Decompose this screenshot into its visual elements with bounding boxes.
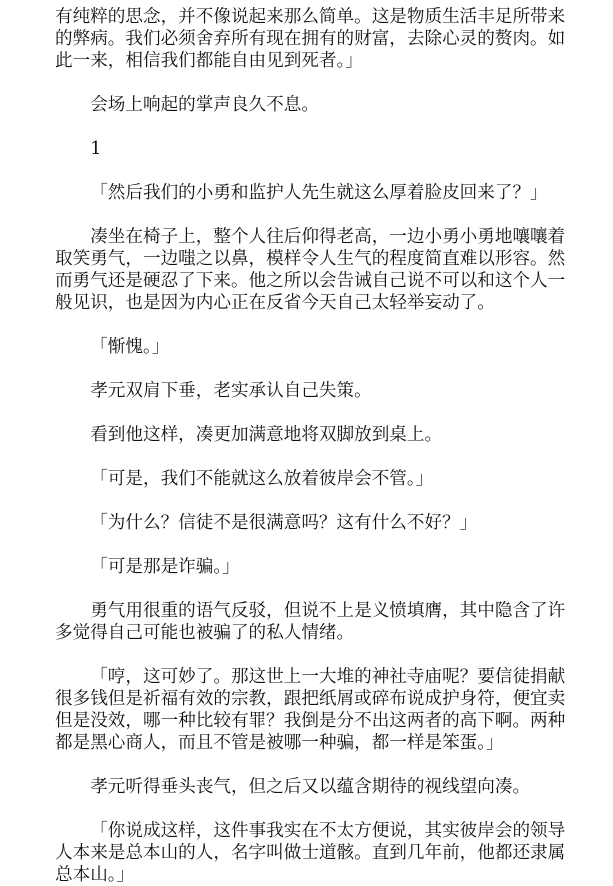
paragraph-8: 看到他这样，凑更加满意地将双脚放到桌上。 [90,425,443,445]
paragraph-14: 孝元听得垂头丧气，但之后又以蕴含期待的视线望向凑。 [90,777,531,797]
section-number: 1 [90,139,102,159]
paragraph-9: 「可是，我们不能就这么放着彼岸会不管。」 [90,469,434,489]
paragraph-11: 「可是那是诈骗。」 [90,557,240,577]
paragraph-6: 「惭愧。」 [90,337,170,357]
paragraph-4: 「然后我们的小勇和监护人先生就这么厚着脸皮回来了？」 [90,183,548,203]
paragraph-1: 有纯粹的思念，并不像说起来那么简单。这是物质生活丰足所带来的弊病。我们必须舍弃所有现在拥有的财富，去除心灵的赘肉。如此一来，相信我们都能自由见到死者。」 [55,7,566,71]
paragraph-12: 勇气用很重的语气反驳，但说不上是义愤填膺，其中隐含了许多觉得自己可能也被骗了的私人情绪。 [55,601,566,643]
paragraph-2: 会场上响起的掌声良久不息。 [90,95,319,115]
paragraph-5: 凑坐在椅子上，整个人往后仰得老高，一边小勇小勇地嚷嚷着取笑勇气，一边嗤之以鼻，模样令人生气的程度简直难以形容。然而勇气还是硬忍了下来。他之所以会告诫自己说不可以和这个人一般见识，也是因为内心正在反省今天自己太轻举妄动了。 [55,227,566,313]
paragraph-13: 「哼，这可妙了。那这世上一大堆的神社寺庙呢？要信徒捐献很多钱但是祈福有效的宗教，跟把纸屑或碎布说成护身符，便宜卖但是没效，哪一种比较有罪？我倒是分不出这两者的高下啊。两种都是黑心商人，而且不管是被哪一种骗，都一样是笨蛋。」 [55,667,566,753]
paragraph-15: 「你说成这样，这件事我实在不太方便说，其实彼岸会的领导人本来是总本山的人，名字叫做士道骸。直到几年前，他都还隶属总本山。」 [55,821,566,885]
paragraph-10: 「为什么？信徒不是很满意吗？这有什么不好？」 [90,513,478,533]
paragraph-7: 孝元双肩下垂，老实承认自己失策。 [90,381,372,401]
